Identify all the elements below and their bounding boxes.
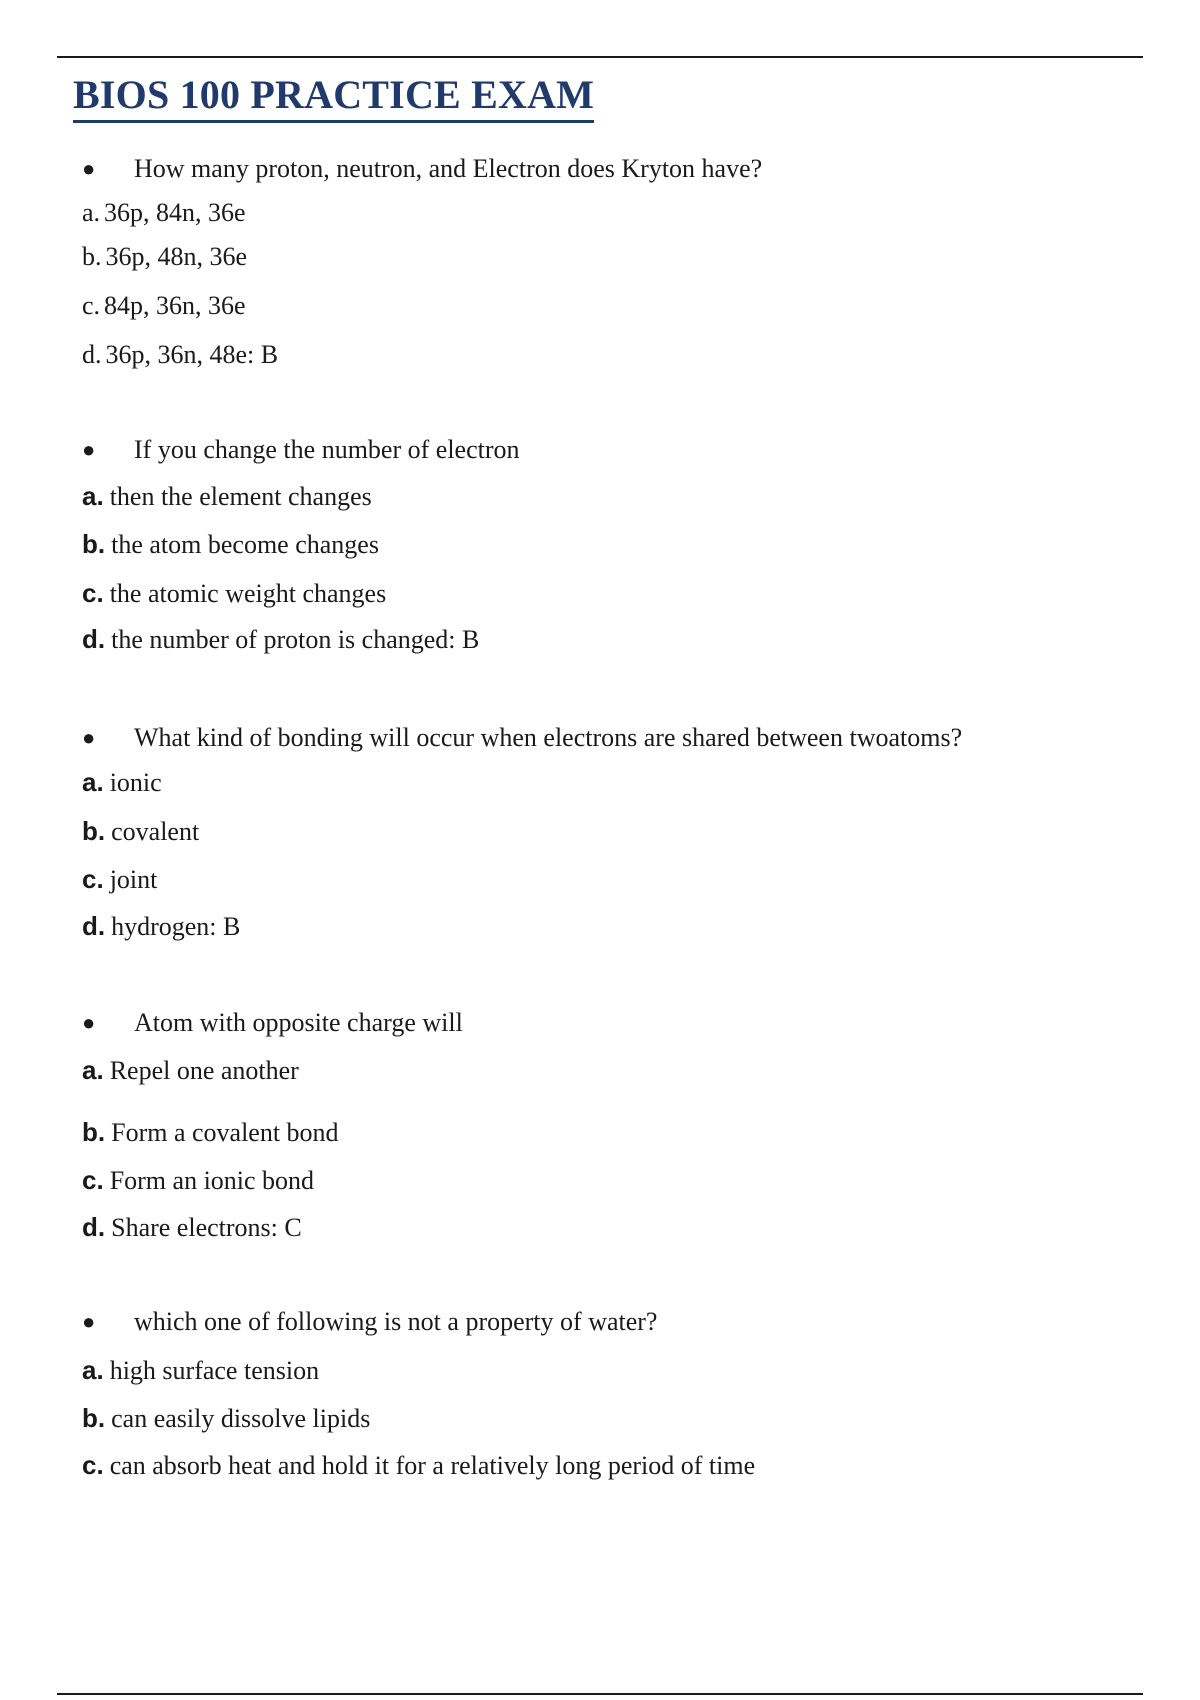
answer-option xyxy=(82,909,240,944)
page-title: BIOS 100 PRACTICE EXAM xyxy=(73,70,594,123)
option-letter: d. xyxy=(82,340,102,369)
answer-option xyxy=(82,479,372,514)
option-letter: d. xyxy=(82,911,106,941)
option-text: the number of proton is changed: B xyxy=(111,625,480,654)
option-text: joint xyxy=(109,865,158,894)
option-letter: b. xyxy=(82,1403,106,1433)
option-text: Form an ionic bond xyxy=(109,1166,315,1195)
answer-option xyxy=(82,1053,299,1088)
answer-option xyxy=(82,862,157,897)
option-text: the atom become changes xyxy=(111,530,379,559)
option-text: ionic xyxy=(109,768,162,797)
option-letter: a. xyxy=(82,198,101,227)
bullet-icon: ● xyxy=(82,437,96,462)
option-letter: c. xyxy=(82,864,104,894)
bullet-icon: ● xyxy=(82,1010,96,1035)
answer-option xyxy=(82,622,479,657)
option-text: can easily dissolve lipids xyxy=(111,1404,371,1433)
question-text: If you change the number of electron xyxy=(134,435,520,464)
answer-option xyxy=(82,338,278,372)
option-text: 36p, 48n, 36e xyxy=(105,242,248,271)
answer-option xyxy=(82,1210,302,1245)
option-letter: c. xyxy=(82,1165,104,1195)
answer-option xyxy=(82,1401,370,1436)
option-letter: c. xyxy=(82,578,104,608)
option-letter: b. xyxy=(82,242,102,271)
option-text: the atomic weight changes xyxy=(109,579,387,608)
option-letter: d. xyxy=(82,624,106,654)
question-stem xyxy=(82,433,520,467)
answer-option xyxy=(82,576,386,611)
answer-option xyxy=(82,814,199,849)
option-letter: c. xyxy=(82,291,101,320)
question-text: which one of following is not a property of water? xyxy=(134,1307,658,1336)
option-text: Repel one another xyxy=(109,1056,299,1085)
option-letter: c. xyxy=(82,1450,104,1480)
question-stem xyxy=(82,1305,657,1339)
option-text: hydrogen: B xyxy=(111,912,241,941)
answer-option xyxy=(82,1448,755,1483)
answer-option xyxy=(82,527,379,562)
answer-option xyxy=(82,240,247,274)
bullet-icon: ● xyxy=(82,156,96,181)
answer-option xyxy=(82,289,246,323)
option-letter: a. xyxy=(82,1355,104,1385)
answer-option xyxy=(82,1115,339,1150)
option-text: covalent xyxy=(111,817,200,846)
question-stem xyxy=(82,1006,463,1040)
question-text: Atom with opposite charge will xyxy=(134,1008,463,1037)
top-rule xyxy=(57,56,1143,58)
bottom-rule xyxy=(57,1693,1143,1695)
option-text: 36p, 84n, 36e xyxy=(104,198,246,227)
option-text: Share electrons: C xyxy=(111,1213,302,1242)
question-text: How many proton, neutron, and Electron does Kryton have? xyxy=(134,154,763,183)
option-text: Form a covalent bond xyxy=(111,1118,339,1147)
option-text: 84p, 36n, 36e xyxy=(104,291,246,320)
answer-option xyxy=(82,1163,314,1198)
option-letter: a. xyxy=(82,481,104,511)
option-letter: b. xyxy=(82,816,106,846)
option-text: high surface tension xyxy=(109,1356,320,1385)
option-letter: a. xyxy=(82,1055,104,1085)
question-stem xyxy=(82,152,762,186)
bullet-icon: ● xyxy=(82,725,96,750)
option-letter: a. xyxy=(82,767,104,797)
option-text: can absorb heat and hold it for a relatively long period of time xyxy=(109,1451,756,1480)
option-letter: b. xyxy=(82,1117,106,1147)
option-letter: d. xyxy=(82,1212,106,1242)
option-text: 36p, 36n, 48e: B xyxy=(105,340,279,369)
answer-option xyxy=(82,765,162,800)
question-stem xyxy=(82,721,962,755)
option-letter: b. xyxy=(82,529,106,559)
answer-option xyxy=(82,1353,319,1388)
question-text: What kind of bonding will occur when electrons are shared between twoatoms? xyxy=(134,723,963,752)
answer-option xyxy=(82,196,246,230)
option-text: then the element changes xyxy=(109,482,372,511)
bullet-icon: ● xyxy=(82,1309,96,1334)
